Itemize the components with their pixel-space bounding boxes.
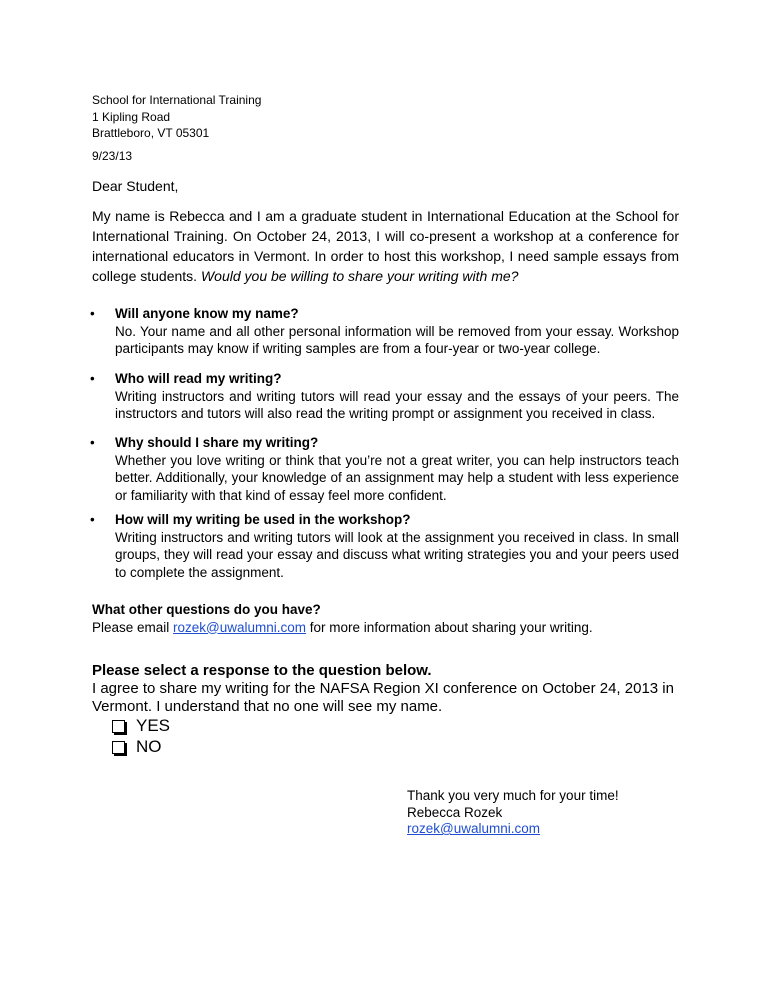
signature-thanks: Thank you very much for your time! [407, 788, 619, 803]
other-questions [92, 601, 593, 636]
greeting: Dear Student, [92, 178, 179, 194]
response-question: I agree to share my writing for the NAFSA Region XI conference on October 24, 2013 in Vermont. I understand that no one will see my name. [92, 680, 674, 715]
bullet: • [90, 435, 95, 450]
faq-question: How will my writing be used in the workshop? [115, 512, 411, 527]
faq-item [92, 305, 679, 358]
option-yes[interactable] [112, 716, 170, 736]
address-line-3: Brattleboro, VT 05301 [92, 126, 210, 140]
faq-answer: Whether you love writing or think that you’re not a great writer, you can help instructors teach better. Additionally, your knowledge of an assignment may help a student with less experience or familiarity with that kind of essay feel more confident. [115, 452, 679, 503]
bullet: • [90, 371, 95, 386]
option-no-label: NO [136, 737, 162, 756]
checkbox-icon[interactable] [112, 720, 125, 733]
faq-question: Will anyone know my name? [115, 306, 299, 321]
faq-question: Who will read my writing? [115, 371, 282, 386]
sender-address [92, 92, 261, 142]
faq-item [92, 511, 679, 581]
letter-date: 9/23/13 [92, 149, 133, 163]
email-prefix: Please email [92, 619, 174, 635]
intro-italic-question: Would you be willing to share your writing with me? [200, 268, 519, 284]
faq-answer: No. Your name and all other personal information will be removed from your essay. Workshop participants may know if writing samples are from a four-year or two-year college. [115, 323, 679, 356]
address-line-1: School for International Training [92, 93, 262, 107]
signature-email-link[interactable]: rozek@uwalumni.com [407, 821, 540, 836]
faq-answer: Writing instructors and writing tutors will read your essay and the essays of your peers. The instructors and tutors will also read the writing prompt or assignment you received in class. [115, 388, 679, 421]
response-heading: Please select a response to the question below. [92, 662, 432, 679]
intro-text: My name is Rebecca and I am a graduate student in International Education at the School for International Training. On October 24, 2013, I will co-present a workshop at a conference for international educators in Vermont. In order to host this workshop, I need sample essays from college students. [92, 208, 679, 284]
bullet: • [90, 306, 95, 321]
option-no[interactable] [112, 737, 162, 757]
signature-name: Rebecca Rozek [407, 804, 503, 820]
intro-paragraph [92, 206, 679, 286]
response-section [92, 662, 682, 716]
other-questions-heading: What other questions do you have? [92, 602, 321, 617]
faq-answer: Writing instructors and writing tutors will look at the assignment you received in class. In small groups, they will read your essay and discuss what writing strategies you and your peers used to complete the assignment. [115, 529, 679, 580]
signature-block [407, 788, 619, 838]
other-questions-text [92, 619, 593, 637]
bullet: • [90, 512, 95, 527]
faq-question: Why should I share my writing? [115, 435, 319, 450]
option-yes-label: YES [136, 716, 171, 735]
checkbox-icon[interactable] [112, 741, 125, 754]
email-suffix: for more information about sharing your writing. [306, 619, 593, 635]
address-line-2: 1 Kipling Road [92, 109, 171, 124]
contact-email-link[interactable]: rozek@uwalumni.com [173, 619, 307, 635]
faq-item [92, 370, 679, 423]
faq-item [92, 434, 679, 504]
